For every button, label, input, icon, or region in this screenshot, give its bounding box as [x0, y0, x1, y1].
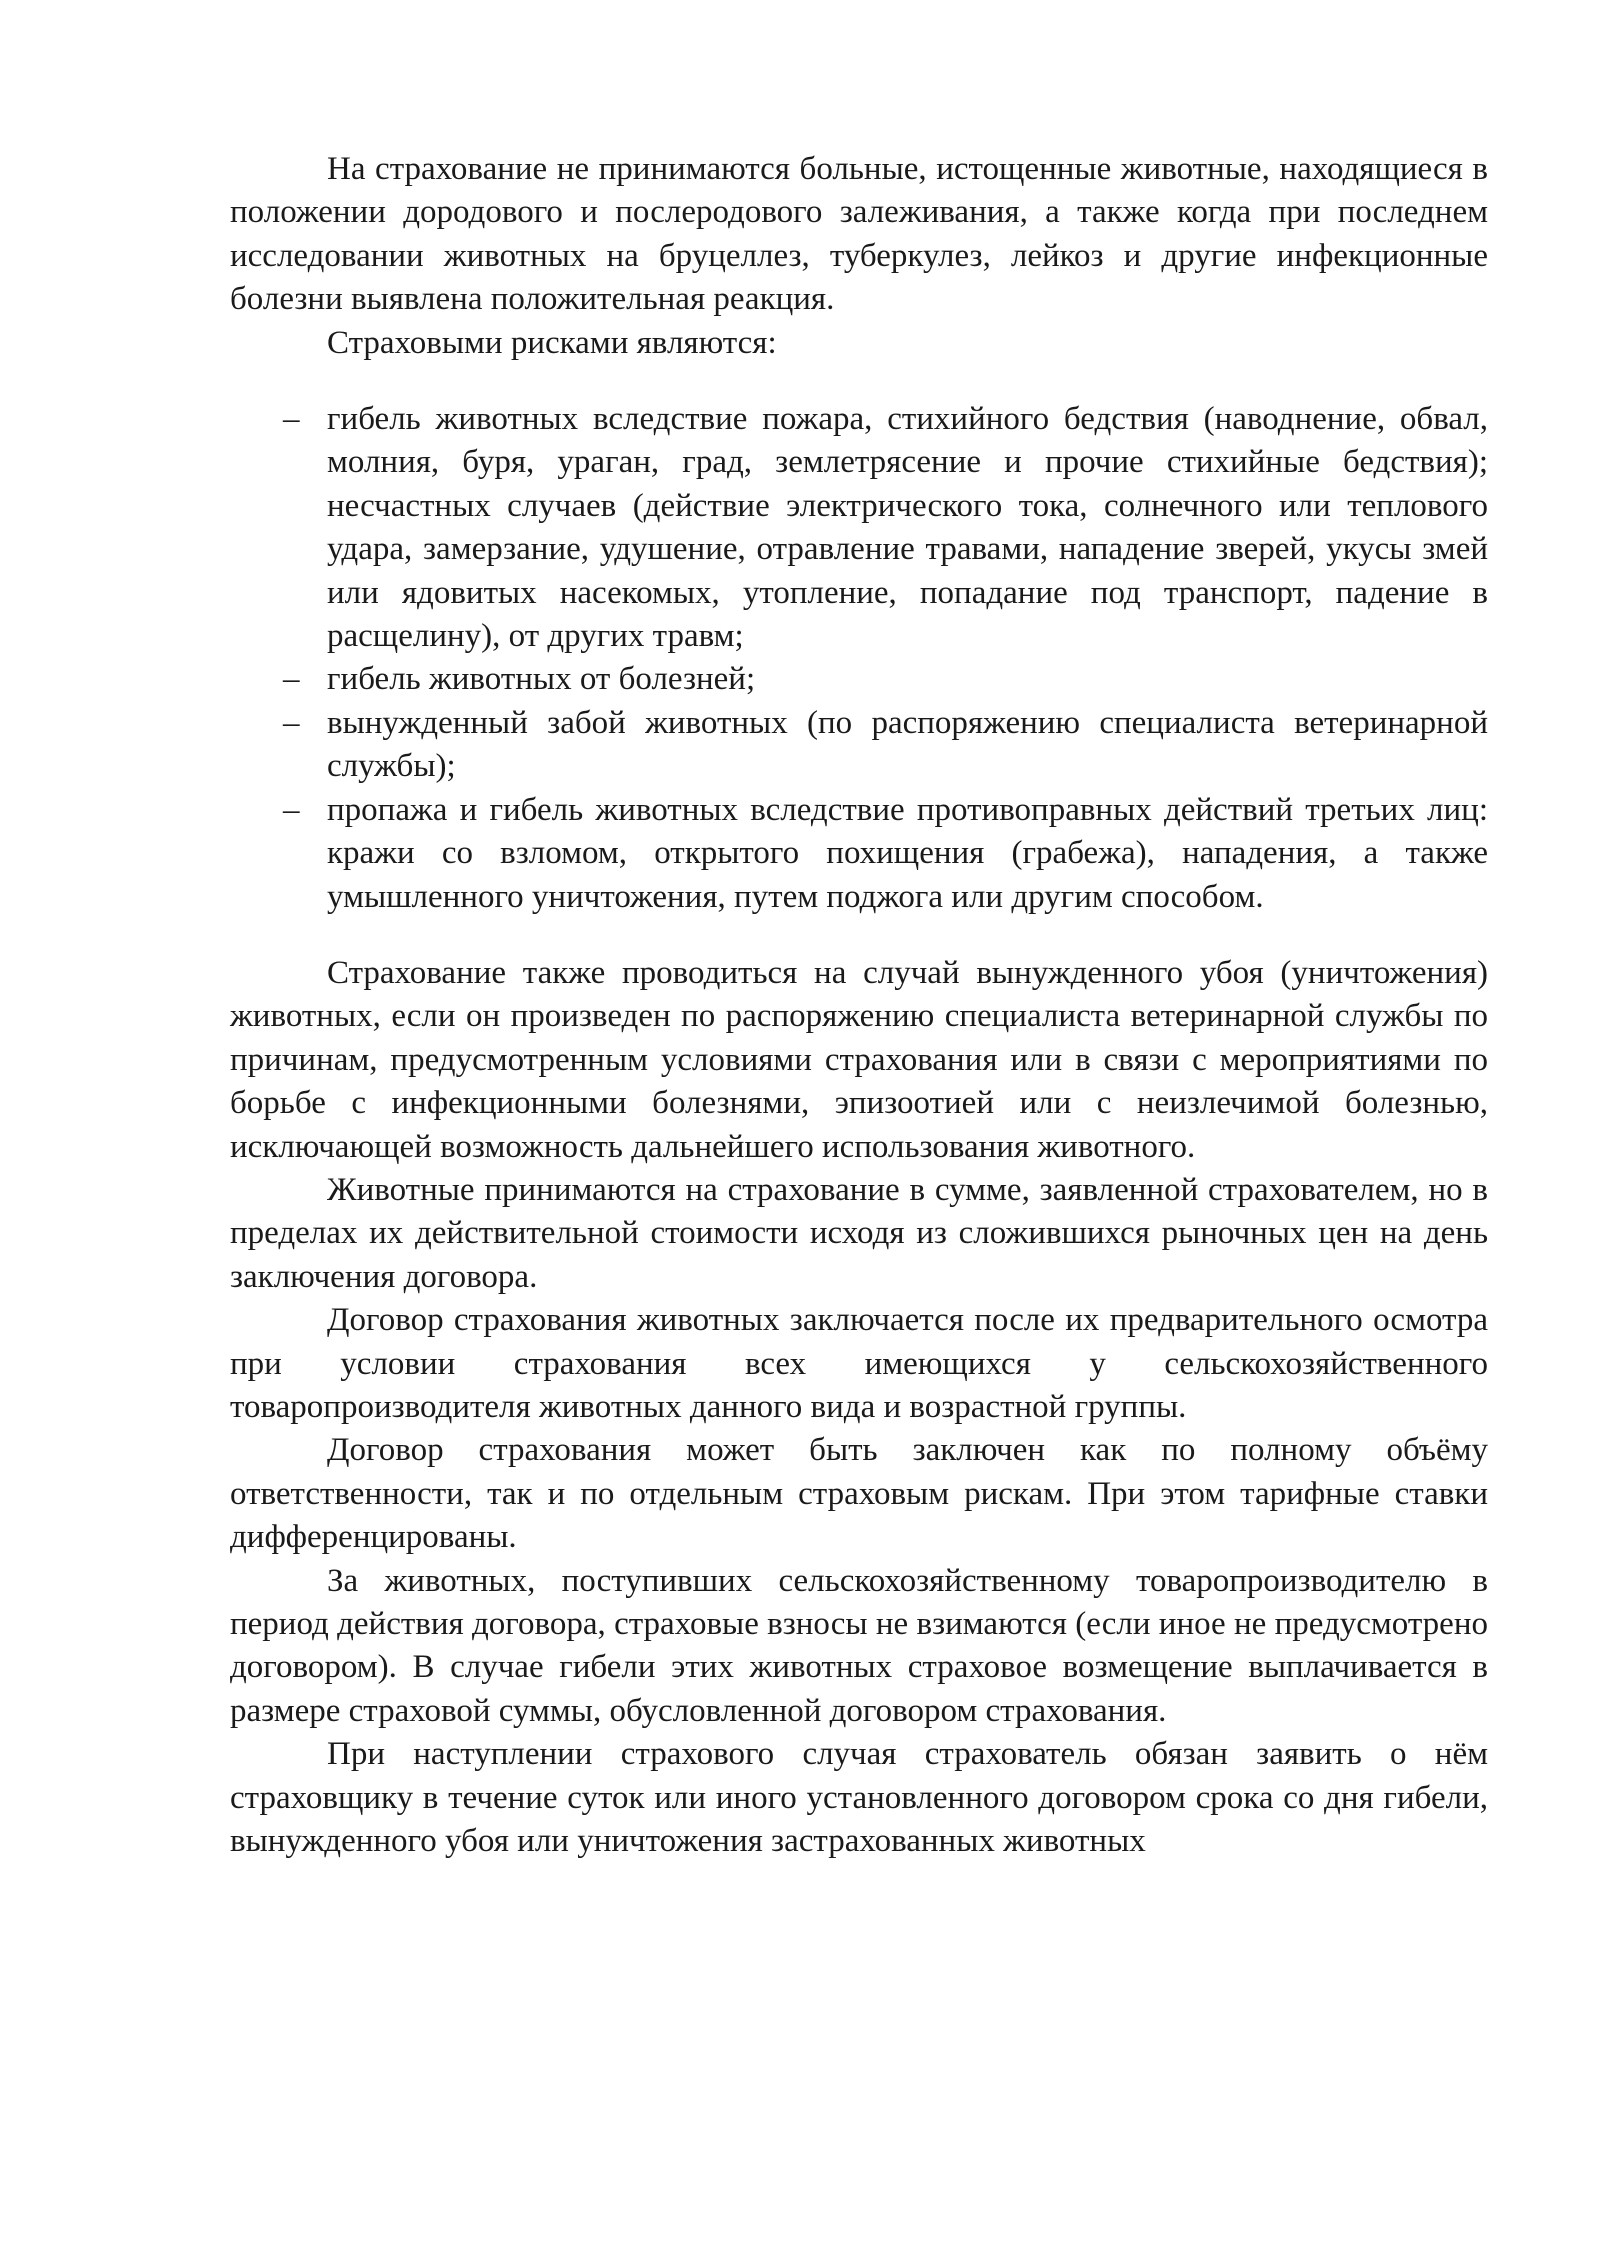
list-item — [230, 398, 1488, 658]
list-item-text: пропажа и гибель животных вследствие противоправных действий третьих лиц: кражи со взломом, открытого похищения (грабежа), нападения, а также умышленного уничтожения, путем поджога или другим способом. — [327, 791, 1488, 915]
list-item — [230, 789, 1488, 919]
paragraph-risks-intro: Страховыми рисками являются: — [327, 324, 777, 361]
paragraph-insured-sum: Животные принимаются на страхование в сумме, заявленной страхователем, но в пределах их действительной стоимости исходя из сложившихся рыночных цен на день заключения договора. — [230, 1171, 1488, 1295]
list-item-text: вынужденный забой животных (по распоряжению специалиста ветеринарной службы); — [327, 704, 1488, 785]
dash-bullet: – — [283, 661, 300, 698]
dash-bullet: – — [283, 401, 300, 438]
paragraph-new-animals: За животных, поступивших сельскохозяйственному товаропроизводителю в период действия договора, страховые взносы не взимаются (если иное не предусмотрено договором). В случае гибели этих животных страховое возмещение выплачивается в размере страховой суммы, обусловленной договором страхования. — [230, 1562, 1488, 1729]
dash-bullet: – — [283, 704, 300, 741]
list-item-text: гибель животных от болезней; — [327, 661, 756, 698]
list-item — [230, 658, 1488, 701]
paragraph-forced-slaughter: Страхование также проводиться на случай вынужденного убоя (уничтожения) животных, если он произведен по распоряжению специалиста ветеринарной службы по причинам, предусмотренным условиями страхования или в связи с мероприятиями по борьбе с инфекционными болезнями, эпизоотией или с неизлечимой болезнью, исключающей возможность дальнейшего использования животного. — [230, 954, 1488, 1165]
paragraph-contract-scope: Договор страхования может быть заключен как по полному объёму ответственности, так и по отдельным страховым рискам. При этом тарифные ставки дифференцированы. — [230, 1432, 1488, 1556]
dash-bullet: – — [283, 791, 300, 828]
document-body — [230, 148, 1488, 1863]
paragraph-exclusions: На страхование не принимаются больные, истощенные животные, находящиеся в положении дородового и послеродового залеживания, а также когда при последнем исследовании животных на бруцеллез, туберкулез, лейкоз и другие инфекционные болезни выявлена положительная реакция. — [230, 151, 1488, 318]
list-item — [230, 702, 1488, 789]
list-item-text: гибель животных вследствие пожара, стихийного бедствия (наводнение, обвал, молния, буря, ураган, град, землетрясение и прочие стихийные бедствия); несчастных случаев (действие электрического тока, солнечного или теплового удара, замерзание, удушение, отравление травами, нападение зверей, укусы змей или ядовитых насекомых, утопление, попадание под транспорт, падение в расщелину), от других травм; — [327, 401, 1488, 655]
paragraph-contract-conclusion: Договор страхования животных заключается после их предварительного осмотра при условии страхования всех имеющихся у сельскохозяйственного товаропроизводителя животных данного вида и возрастной группы. — [230, 1302, 1488, 1425]
paragraph-insured-event: При наступлении страхового случая страхователь обязан заявить о нём страховщику в течение суток или иного установленного договором срока со дня гибели, вынужденного убоя или уничтожения застрахованных животных — [230, 1736, 1488, 1860]
insurance-risks-list — [230, 398, 1488, 919]
